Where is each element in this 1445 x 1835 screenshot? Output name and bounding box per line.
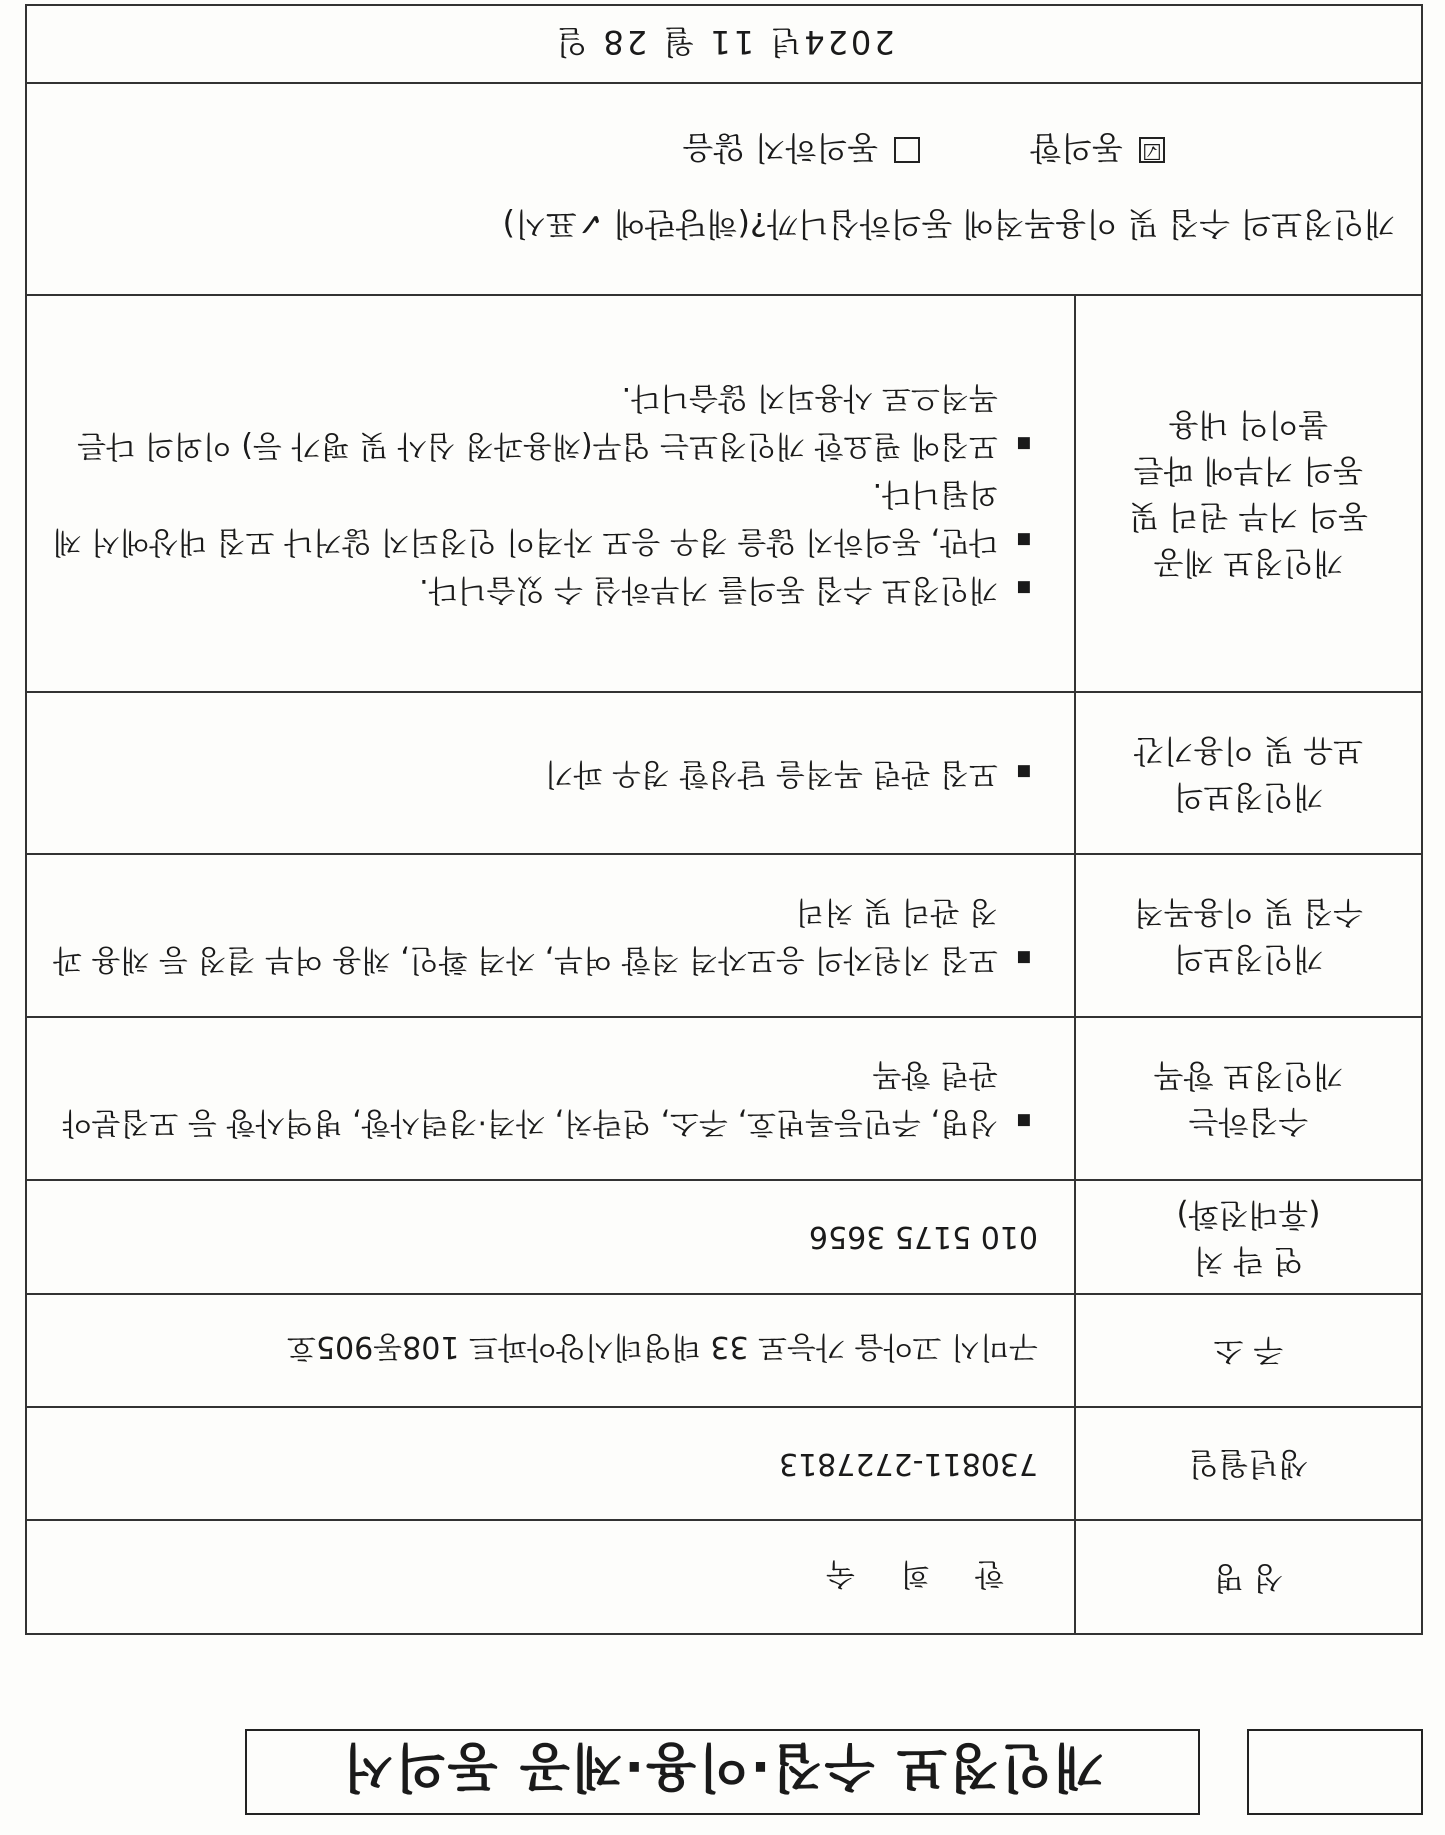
name-value: 한 희 숙	[26, 1520, 1075, 1634]
purpose-label-line1: 개인정보의	[1173, 940, 1324, 977]
refusal-label	[1075, 295, 1422, 692]
refusal-bullet: ▪ 모집에 필요한 개인정보는 업무(채용과정 심사 및 평가 등) 이외의 다른 목적으로 사용되지 않습니다.	[45, 374, 1038, 470]
contact-label-line1: 연 락 처	[1193, 1242, 1304, 1278]
date-row	[26, 5, 1422, 83]
birth-row	[26, 1407, 1422, 1520]
period-value	[26, 692, 1075, 854]
items-label-line2: 개인정보 항목	[1153, 1057, 1344, 1094]
consent-options	[53, 127, 1395, 173]
agree-option[interactable]	[1030, 127, 1165, 173]
address-row	[26, 1294, 1422, 1407]
purpose-value	[26, 854, 1075, 1017]
refusal-label-line2: 동의 거부 권리 및	[1128, 498, 1369, 535]
date-value: 2024년 11 월 28 일	[26, 5, 1422, 83]
contact-row	[26, 1180, 1422, 1294]
items-row	[26, 1017, 1422, 1180]
contact-label	[1075, 1180, 1422, 1294]
refusal-label-line4: 불이익 내용	[1168, 406, 1329, 443]
disagree-checkbox[interactable]	[894, 137, 920, 163]
consent-question: 개인정보의 수집 및 이용목적에 동의하십니까?(해당란에 ✓표시)	[502, 205, 1395, 243]
refusal-row	[26, 295, 1422, 692]
refusal-value	[26, 295, 1075, 692]
contact-label-line2: (휴대전화)	[1176, 1196, 1321, 1232]
refusal-bullet: ▪ 개인정보 수집 동의를 거부하실 수 있습니다.	[45, 566, 1038, 614]
agree-checkbox[interactable]: ☑	[1139, 137, 1165, 163]
agree-label: 동의함	[1030, 129, 1123, 167]
birth-label: 생년월일	[1075, 1407, 1422, 1520]
form-title: 개인정보 수집·이용·제공 동의서	[245, 1729, 1200, 1815]
disagree-option[interactable]	[683, 127, 921, 173]
consent-form-table	[25, 4, 1423, 1635]
period-label-line2: 보유 및 이용기간	[1133, 732, 1364, 768]
period-label	[1075, 692, 1422, 854]
name-row	[26, 1520, 1422, 1634]
disagree-label: 동의하지 않음	[682, 129, 879, 167]
period-row	[26, 692, 1422, 854]
period-bullet: ▪ 모집 관련 목적을 달성할 경우 파기	[45, 749, 1038, 797]
items-bullet: ▪ 성명, 주민등록번호, 주소, 연락처, 자격·경력사항, 병역사항 등 모집분야 관련 항목	[45, 1051, 1038, 1147]
purpose-bullet: ▪ 모집 지원자의 응모자격 적합 여부, 자격 확인, 채용 여부 결정 등 채용 과정 관리 및 처리	[45, 888, 1038, 984]
items-label-line1: 수집하는	[1188, 1103, 1309, 1140]
consent-cell	[26, 83, 1422, 295]
refusal-label-line3: 동의 거부에 따른	[1133, 452, 1364, 489]
address-label: 주 소	[1075, 1294, 1422, 1407]
refusal-bullet: ▪ 다만, 동의하지 않을 경우 응모 자격이 인정되지 않거나 모집 대상에서 제외됩니다.	[45, 470, 1038, 566]
refusal-label-line1: 개인정보 제공	[1153, 544, 1344, 581]
consent-row	[26, 83, 1422, 295]
purpose-label	[1075, 854, 1422, 1017]
purpose-label-line2: 수집 및 이용목적	[1133, 894, 1364, 931]
blank-side-box	[1247, 1729, 1423, 1815]
period-label-line1: 개인정보의	[1173, 778, 1324, 814]
purpose-row	[26, 854, 1422, 1017]
birth-value: 730811-2727813	[26, 1407, 1075, 1520]
items-value	[26, 1017, 1075, 1180]
contact-value: 010 5175 3656	[26, 1180, 1075, 1294]
items-label	[1075, 1017, 1422, 1180]
address-value: 구미시 고아읍 가능로 33 태영데시앙아파트 108동905호	[26, 1294, 1075, 1407]
name-label: 성 명	[1075, 1520, 1422, 1634]
